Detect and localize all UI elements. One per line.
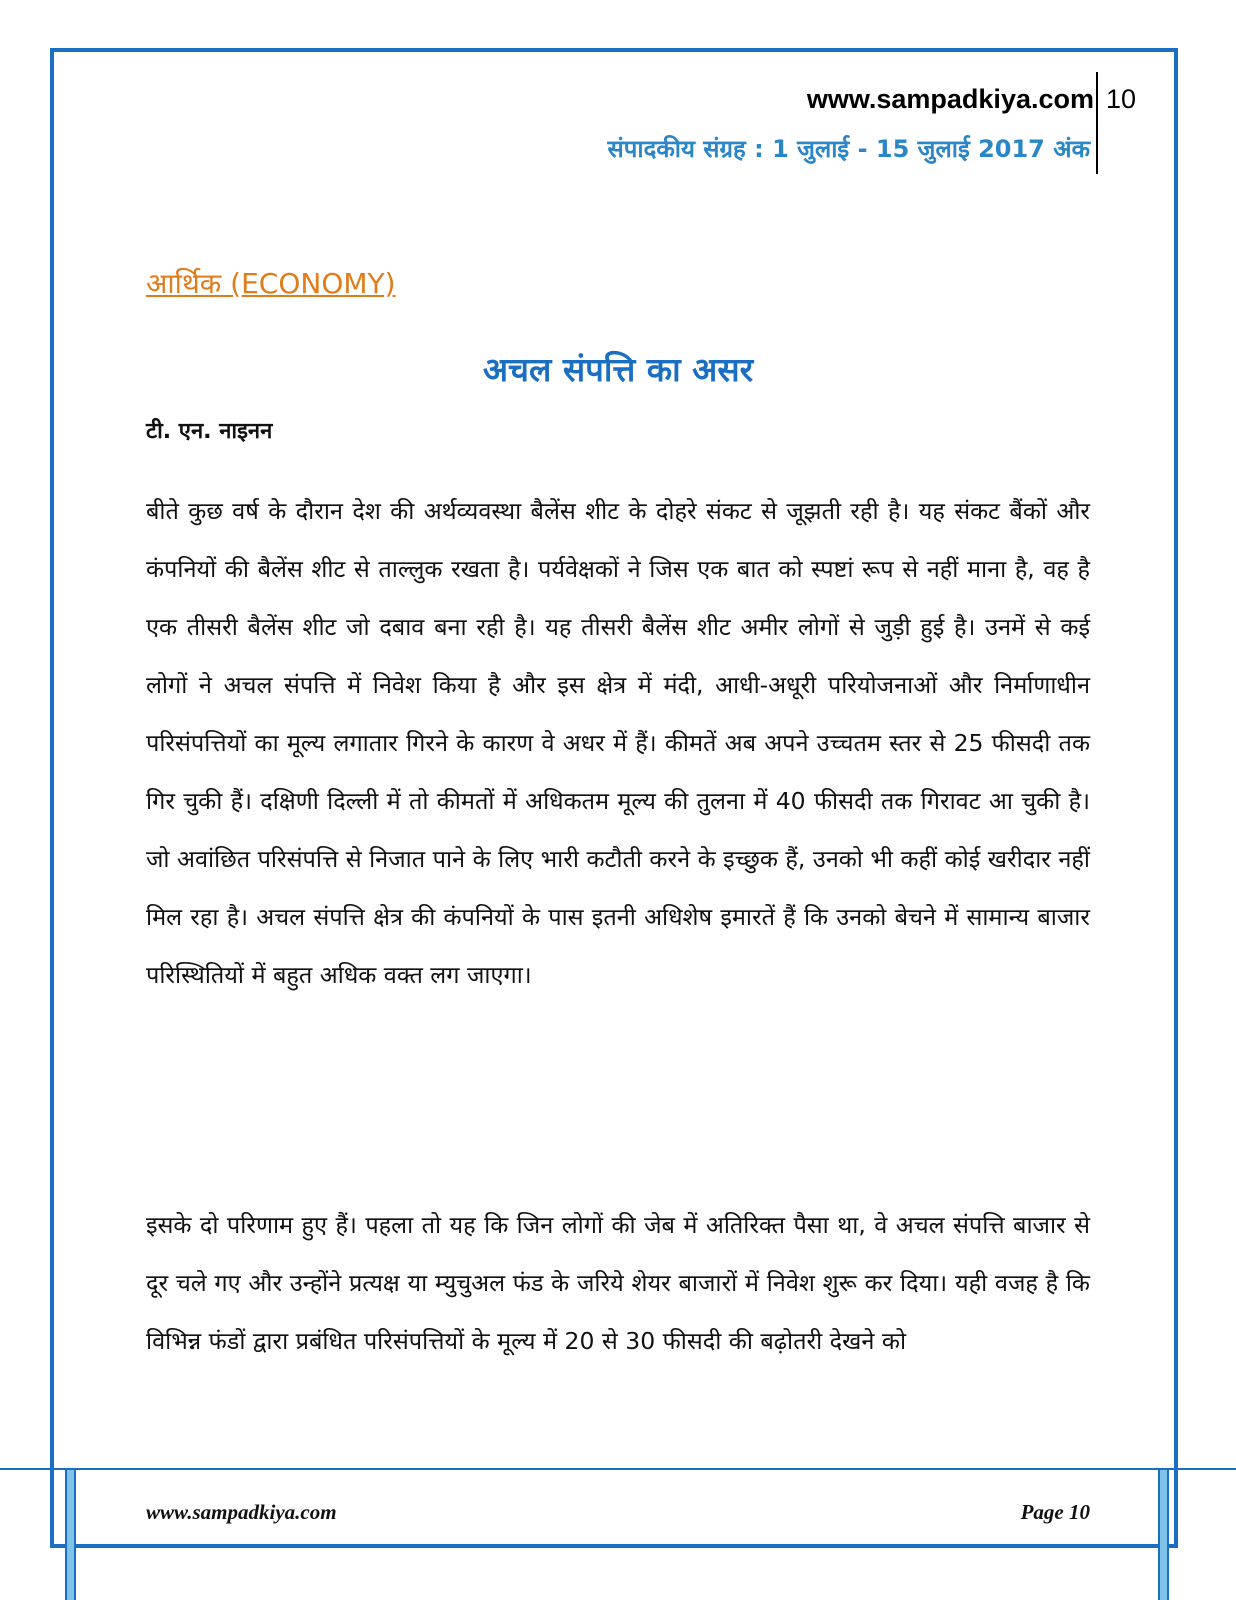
right-frame-pillar [1158, 1470, 1169, 1600]
header-site-url[interactable]: www.sampadkiya.com [806, 84, 1094, 114]
article-paragraph-2: इसके दो परिणाम हुए हैं। पहला तो यह कि जिन लोगों की जेब में अतिरिक्त पैसा था, वे अचल संपत्ति बाजार से दूर चले गए और उन्होंने प्रत्यक्ष या म्युचुअल फंड के जरिये शेयर बाजारों में निवेश शुरू कर दिया। यही वजह है कि विभिन्न फंडों द्वारा प्रबंधित परिसंपत्तियों के मूल्य में 20 से 30 फीसदी की बढ़ोतरी देखने को [146, 1211, 1090, 1355]
header-divider [1096, 72, 1098, 174]
article-title: अचल संपत्ति का असर [482, 350, 754, 389]
footer-site-url[interactable]: www.sampadkiya.com [146, 1500, 337, 1524]
footer-divider [0, 1468, 1236, 1470]
left-frame-pillar [65, 1470, 76, 1600]
article-author: टी. एन. नाइनन [146, 419, 273, 444]
section-heading: आर्थिक (ECONOMY) [146, 267, 396, 300]
header-issue-label: संपादकीय संग्रह : 1 जुलाई - 15 जुलाई 2017 अंक [607, 135, 1090, 163]
header-page-number: 10 [1106, 84, 1137, 114]
footer-page-label: Page 10 [1020, 1500, 1090, 1524]
article-paragraph-1: बीते कुछ वर्ष के दौरान देश की अर्थव्यवस्था बैलेंस शीट के दोहरे संकट से जूझती रही है। यह संकट बैंकों और कंपनियों की बैलेंस शीट से ताल्लुक रखता है। पर्यवेक्षकों ने जिस एक बात को स्पष्टां रूप से नहीं माना है, वह है एक तीसरी बैलेंस शीट जो दबाव बना रही है। यह तीसरी बैलेंस शीट अमीर लोगों से जुड़ी हुई है। उनमें से कई लोगों ने अचल संपत्ति में निवेश किया है और इस क्षेत्र में मंदी, आधी-अधूरी परियोजनाओं और निर्माणाधीन परिसंपत्तियों का मूल्य लगातार गिरने के कारण वे अधर में हैं। कीमतें अब अपने उच्चतम स्तर से 25 फीसदी तक गिर चुकी हैं। दक्षिणी दिल्ली में तो कीमतों में अधिकतम मूल्य की तुलना में 40 फीसदी तक गिरावट आ चुकी है। जो अवांछित परिसंपत्ति से निजात पाने के लिए भारी कटौती करने के इच्छुक हैं, उनको भी कहीं कोई खरीदार नहीं मिल रहा है। अचल संपत्ति क्षेत्र की कंपनियों के पास इतनी अधिशेष इमारतें हैं कि उनको बेचने में सामान्य बाजार परिस्थितियों में बहुत अधिक वक्त लग जाएगा। [146, 497, 1091, 989]
